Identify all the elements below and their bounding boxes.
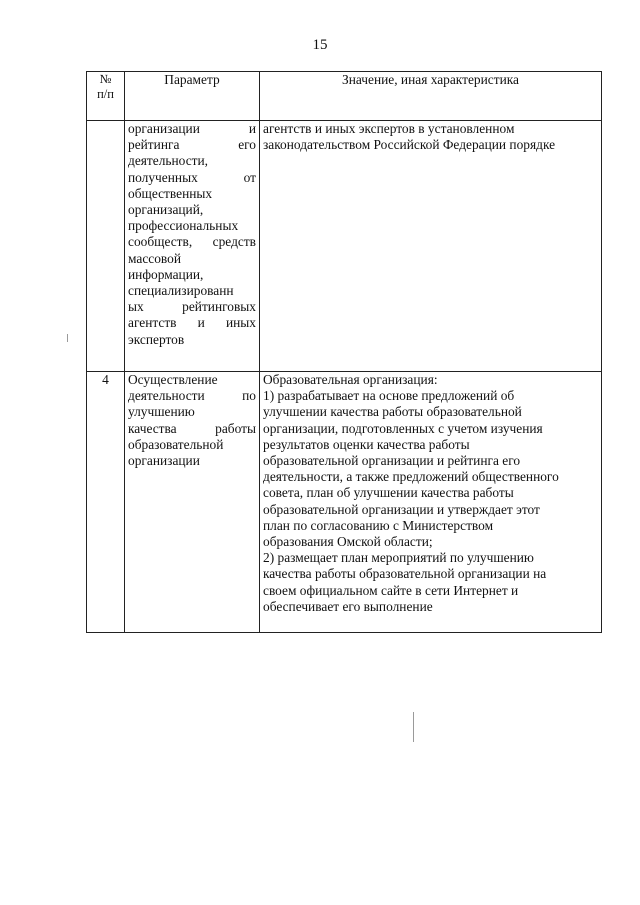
- parameter-line: агентств и иных: [128, 315, 256, 331]
- parameter-line: образовательной: [128, 436, 224, 452]
- parameter-line: сообществ, средств: [128, 234, 256, 250]
- row-number-cell: [87, 121, 125, 372]
- parameter-line: улучшению: [128, 404, 195, 420]
- parameter-line: деятельности по: [128, 388, 256, 404]
- parameter-line: массовой: [128, 250, 182, 266]
- parameter-line: полученных от: [128, 169, 256, 185]
- header-number-symbol: №: [99, 72, 112, 86]
- header-parameter: Параметр: [125, 72, 260, 121]
- scan-mark: [67, 334, 68, 342]
- header-value: Значение, иная характеристика: [260, 72, 602, 121]
- parameter-line: профессиональных: [128, 218, 239, 234]
- parameter-line: организации и: [128, 121, 256, 136]
- value-line: своем официальном сайте в сети Интернет и: [263, 582, 519, 598]
- value-cell: [260, 372, 602, 633]
- parameter-line: экспертов: [128, 331, 185, 347]
- table-header-row: [87, 72, 602, 121]
- value-line: 1) разрабатывает на основе предложений об: [263, 388, 515, 404]
- value-line: законодательством Российской Федерации порядке: [263, 137, 556, 153]
- header-number-abbrev: п/п: [97, 87, 114, 101]
- parameter-line: качества работы: [128, 420, 256, 436]
- value-line: результатов оценки качества работы: [263, 436, 470, 452]
- parameter-line: общественных: [128, 185, 213, 201]
- value-line: совета, план об улучшении качества работы: [263, 485, 514, 501]
- parameter-line: специализированн: [128, 283, 234, 299]
- parameter-line: информации,: [128, 266, 204, 282]
- value-cell: [260, 121, 602, 372]
- parameter-cell: [125, 372, 260, 633]
- value-line: агентств и иных экспертов в установленном: [263, 121, 515, 136]
- page-number: 15: [312, 37, 328, 53]
- parameter-line: Осуществление: [128, 372, 218, 387]
- value-line: образовательной организации и утверждает этот: [263, 501, 540, 517]
- parameter-line: организаций,: [128, 202, 204, 218]
- value-line: образовательной организации и рейтинга его: [263, 453, 521, 469]
- parameter-line: рейтинга его: [128, 137, 256, 153]
- table-row: [87, 372, 602, 633]
- value-line: деятельности, а также предложений общественного: [263, 469, 559, 485]
- table-row: [87, 121, 602, 372]
- value-line: план по согласованию с Министерством: [263, 517, 494, 533]
- parameter-cell: [125, 121, 260, 372]
- value-line: улучшении качества работы образовательной: [263, 404, 522, 420]
- value-line: образования Омской области;: [263, 534, 433, 550]
- value-line: организации, подготовленных с учетом изучения: [263, 420, 543, 436]
- scan-mark: [413, 712, 414, 742]
- value-line: обеспечивает его выполнение: [263, 598, 433, 614]
- value-line: Образовательная организация:: [263, 372, 438, 387]
- parameters-table: [86, 71, 602, 633]
- parameter-line: организации: [128, 453, 200, 469]
- header-number: [87, 72, 125, 121]
- value-line: качества работы образовательной организации на: [263, 566, 547, 582]
- row-number-cell: 4: [87, 372, 125, 633]
- value-line: 2) размещает план мероприятий по улучшению: [263, 550, 534, 566]
- parameter-line: ых рейтинговых: [128, 299, 256, 315]
- parameter-line: деятельности,: [128, 153, 209, 169]
